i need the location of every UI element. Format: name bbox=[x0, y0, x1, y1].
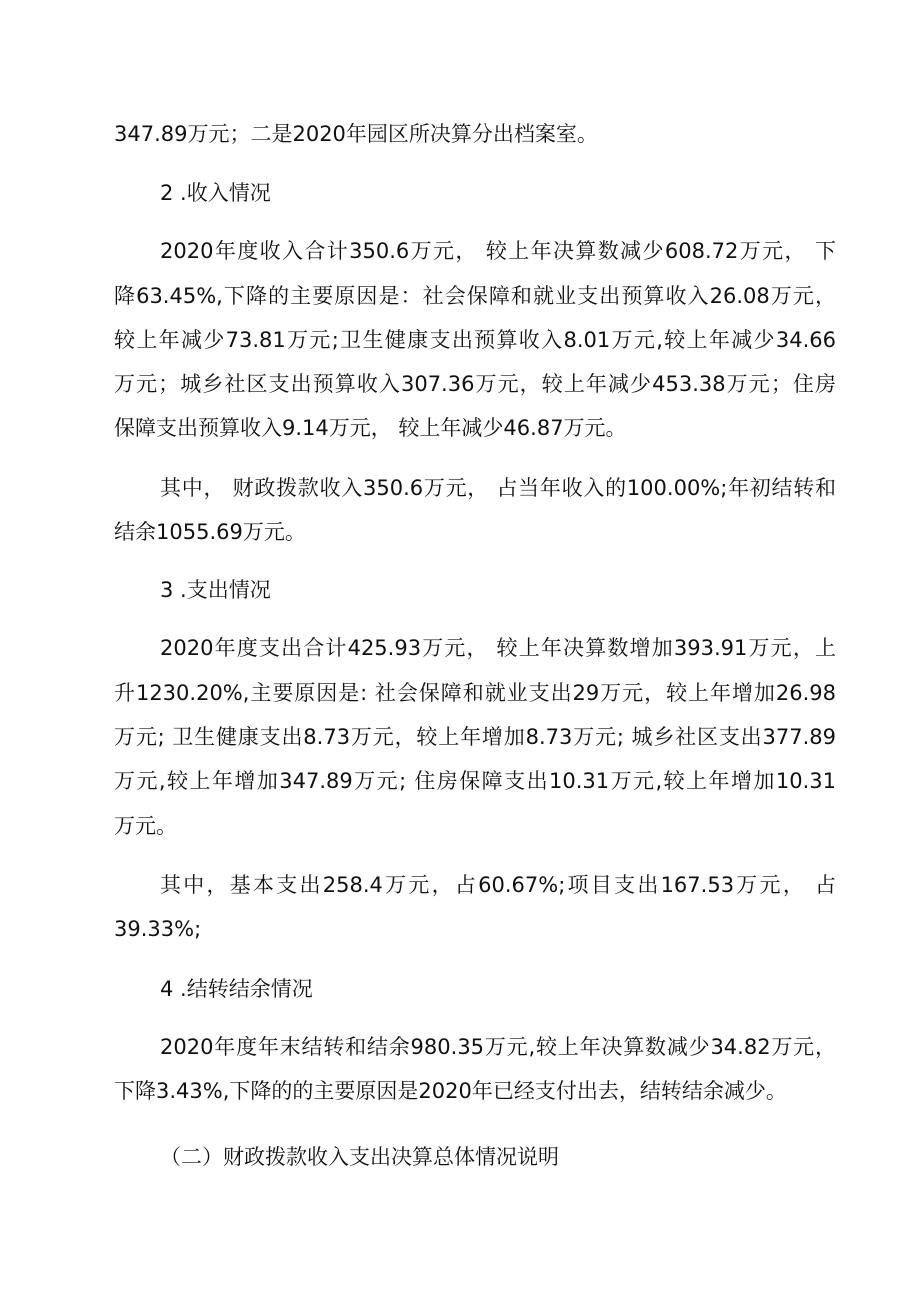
subsection-heading-fiscal: （二）财政拨款收入支出决算总体情况说明 bbox=[160, 1145, 559, 1169]
carryover-paragraph-line-2: 下降3.43%,下降的的主要原因是2020年已经支付出去，结转结余减少。 bbox=[114, 1079, 787, 1103]
section-heading-income: 2 .收入情况 bbox=[160, 181, 271, 205]
expenditure-paragraph-line-2: 升1230.20%,主要原因是: 社会保障和就业支出29万元，较上年增加26.98 bbox=[114, 681, 836, 705]
intro-tail-line: 347.89万元；二是2020年园区所决算分出档案室。 bbox=[114, 122, 598, 146]
income-detail-line-1: 其中， 财政拨款收入350.6万元， 占当年收入的100.00%;年初结转和 bbox=[160, 476, 836, 500]
income-paragraph-line-3: 较上年减少73.81万元;卫生健康支出预算收入8.01万元,较上年减少34.66 bbox=[114, 328, 836, 352]
section-heading-carryover: 4 .结转结余情况 bbox=[160, 977, 313, 1001]
income-paragraph-line-5: 保障支出预算收入9.14万元， 较上年减少46.87万元。 bbox=[114, 416, 627, 440]
income-paragraph-line-2: 降63.45%,下降的主要原因是：社会保障和就业支出预算收入26.08万元， bbox=[114, 284, 836, 308]
income-paragraph-line-4: 万元；城乡社区支出预算收入307.36万元，较上年减少453.38万元；住房 bbox=[114, 372, 836, 396]
section-heading-expenditure: 3 .支出情况 bbox=[160, 578, 271, 602]
expenditure-paragraph-line-3: 万元; 卫生健康支出8.73万元，较上年增加8.73万元; 城乡社区支出377.89 bbox=[114, 725, 836, 749]
expenditure-paragraph-line-5: 万元。 bbox=[114, 814, 177, 838]
expenditure-paragraph-line-1: 2020年度支出合计425.93万元， 较上年决算数增加393.91万元，上 bbox=[160, 636, 836, 660]
income-paragraph-line-1: 2020年度收入合计350.6万元， 较上年决算数减少608.72万元， 下 bbox=[160, 239, 836, 263]
carryover-paragraph-line-1: 2020年度年末结转和结余980.35万元,较上年决算数减少34.82万元， bbox=[160, 1035, 836, 1059]
expenditure-detail-line-1: 其中，基本支出258.4万元，占60.67%;项目支出167.53万元， 占 bbox=[160, 873, 836, 897]
expenditure-detail-line-2: 39.33%; bbox=[114, 917, 202, 941]
income-detail-line-2: 结余1055.69万元。 bbox=[114, 520, 306, 544]
expenditure-paragraph-line-4: 万元,较上年增加347.89万元; 住房保障支出10.31万元,较上年增加10.31 bbox=[114, 769, 836, 793]
